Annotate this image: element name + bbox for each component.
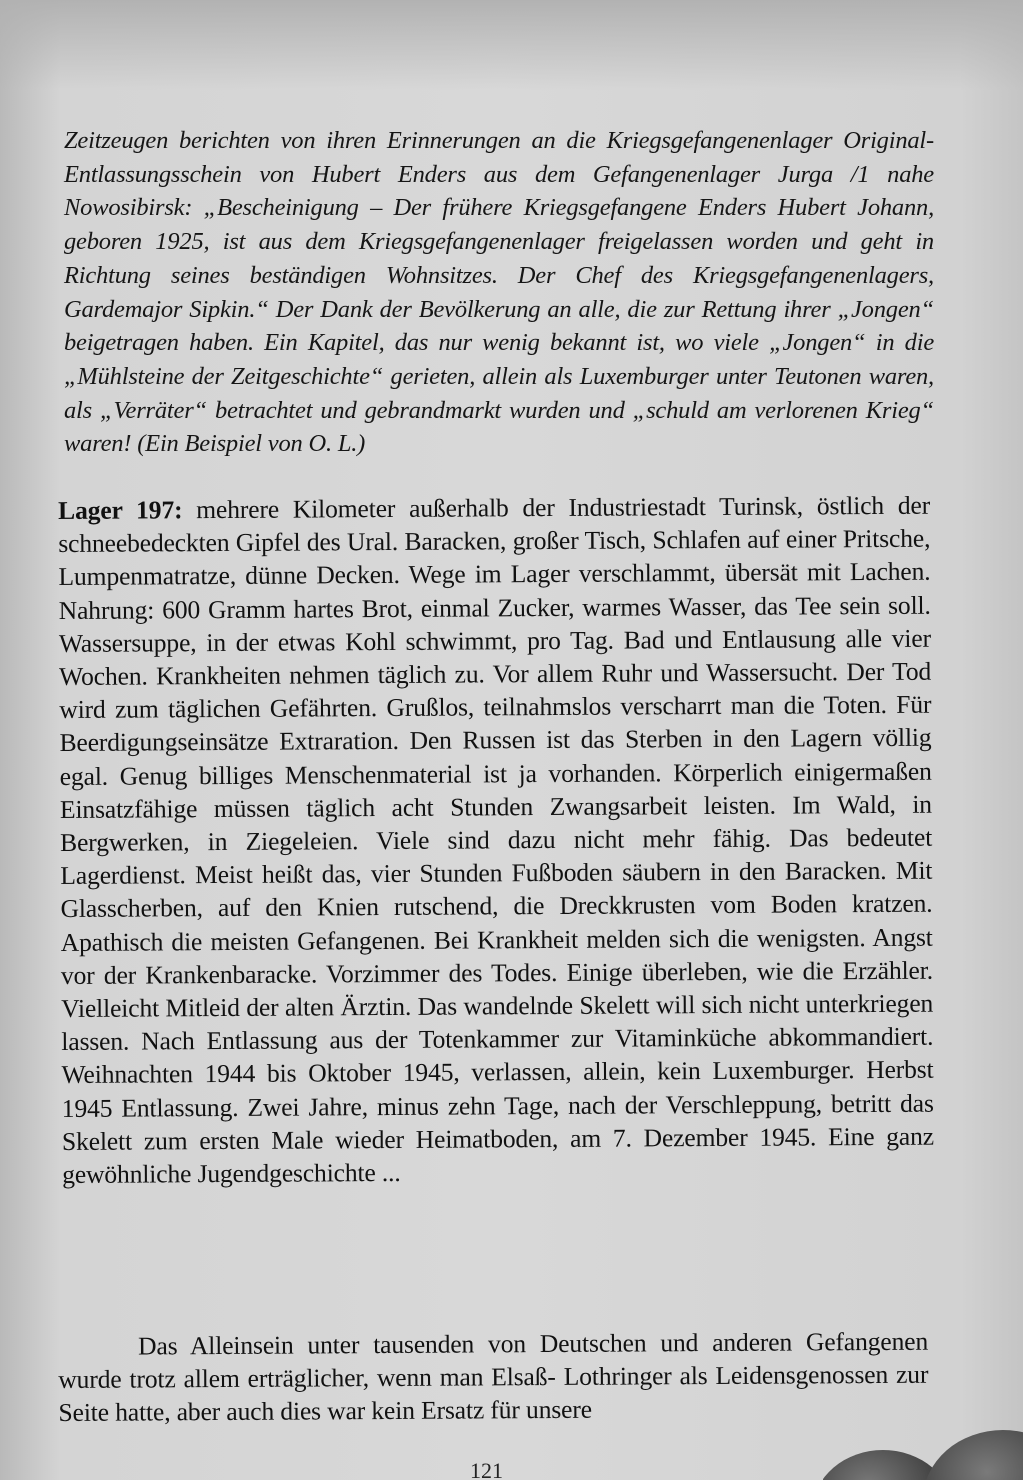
photo-caption: Zeitzeugen berichten von ihren Erinnerungen an die Kriegsgefangenenlager Original-Entlassungsschein von Hubert Enders aus dem Gefangenenlager Jurga /1 nahe Nowosibirsk: „Bescheinigung – Der frühere Kriegsgefangene Enders Hubert Johann, geboren 1925, ist aus dem Kriegsgefangenenlager freigelassen worden und geht in Richtung seines beständigen Wohnsitzes. Der Chef des Kriegsgefangenenlagers, Gardemajor Sipkin.“ Der Dank der Bevölkerung an alle, die zur Rettung ihrer „Jongen“ beigetragen haben. Ein Kapitel, das nur wenig bekannt ist, wo viele „Jongen“ in die „Mühlsteine der Zeitgeschichte“ gerieten, allein als Luxemburger unter Teutonen waren, als „Verräter“ betrachtet und gebrandmarkt wurden und „schuld am verlorenen Krieg“ waren! (Ein Beispiel von O. L.) (64, 127, 934, 458)
main-paragraph (58, 489, 934, 1192)
paragraph-text: mehrere Kilometer außerhalb der Industriestadt Turinsk, östlich der schneebedeckten Gipfel des Ural. Baracken, großer Tisch, Schlafen auf einer Pritsche, Lumpenmatratze, dünne Decken. Wege im Lager verschlammt, übersät mit Lachen. Nahrung: 600 Gramm hartes Brot, einmal Zucker, warmes Wasser, das Tee sein soll. Wassersuppe, in der etwas Kohl schwimmt, pro Tag. Bad und Entlausung alle vier Wochen. Krankheiten nehmen täglich zu. Vor allem Ruhr und Wassersucht. Der Tod wird zum täglichen Gefährten. Grußlos, teilnahmslos verscharrt man die Toten. Für Beerdigungseinsätze Extraration. Den Russen ist das Sterben in den Lagern völlig egal. Genug billiges Menschenmaterial ist ja vorhanden. Körperlich einigermaßen Einsatzfähige müssen täglich acht Stunden Zwangsarbeit leisten. Im Wald, in Bergwerken, in Ziegeleien. Viele sind dazu nicht mehr fähig. Das bedeutet Lagerdienst. Meist heißt das, vier Stunden Fußboden säubern in den Baracken. Mit Glasscherben, auf den Knien rutschend, die Dreckkrusten vom Boden kratzen. Apathisch die meisten Gefangenen. Bei Krankheit melden sich die wenigsten. Angst vor der Krankenbaracke. Vorzimmer des Todes. Einige überleben, wie die Erzähler. Vielleicht Mitleid der alten Ärztin. Das wandelnde Skelett will sich nicht unterkriegen lassen. Nach Entlassung aus der Totenkammer zur Vitaminküche abkommandiert. Weihnachten 1944 bis Oktober 1945, verlassen, allein, kein Luxemburger. Herbst 1945 Entlassung. Zwei Jahre, minus zehn Tage, nach der Verschleppung, betritt das Skelett zum ersten Male wieder Heimatboden, am 7. Dezember 1945. Eine ganz gewöhnliche Jugendgeschichte ... (58, 490, 935, 1190)
paragraph-lead: Lager 197: (58, 495, 183, 525)
page-number: 121 (470, 1458, 503, 1480)
binder-clip-graphic (823, 1420, 1023, 1480)
second-paragraph: Das Alleinsein unter tausenden von Deutschen und anderen Gefangenen wurde trotz allem erträglicher, wenn man Elsaß- Lothringer als Leidensgenossen zur Seite hatte, aber auch dies war kein Ersatz für unsere (58, 1326, 929, 1428)
